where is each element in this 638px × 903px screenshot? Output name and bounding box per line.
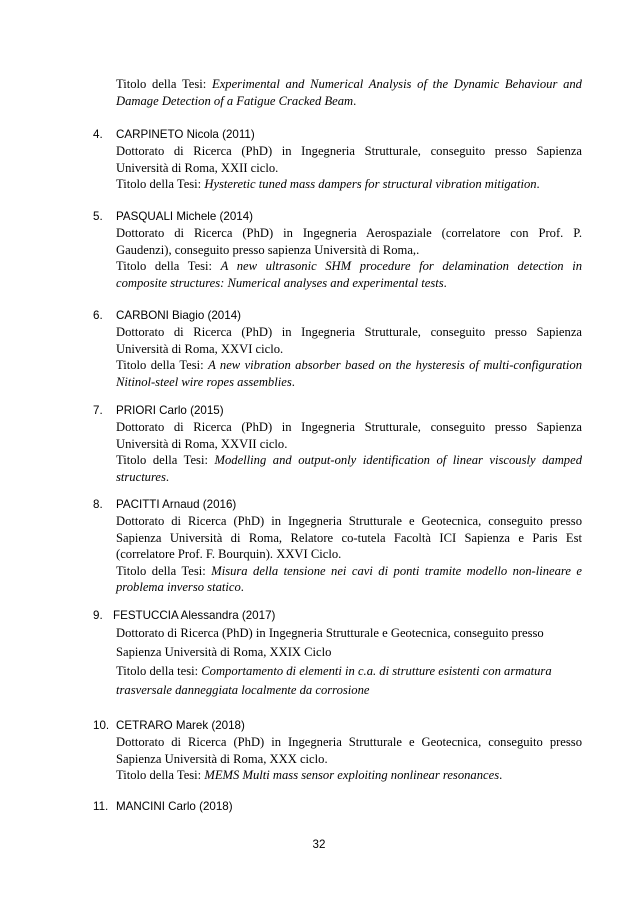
entry-body [116, 324, 582, 390]
intro-line-2 [116, 93, 582, 110]
intro-title-1: Experimental and Numerical Analysis of the Dynamic Behaviour and [212, 77, 582, 91]
thesis-prefix: Titolo della Tesi: [116, 177, 205, 192]
entry-thesis [116, 176, 582, 193]
thesis-prefix: Titolo della Tesi: [116, 453, 215, 468]
entry-head [93, 718, 583, 734]
entry-thesis-1 [116, 357, 582, 374]
intro-thesis [116, 76, 582, 110]
entry-10 [93, 718, 583, 784]
entry-thesis [116, 767, 582, 784]
entry-desc-2: Università di Roma, XXII ciclo. [116, 160, 279, 175]
entry-desc-2: Università di Roma, XXVII ciclo. [116, 436, 288, 451]
thesis-title: MEMS Multi mass sensor exploiting nonlinear resonances [204, 768, 500, 783]
thesis-prefix: Titolo della Tesi: [116, 358, 209, 373]
entry-name: PASQUALI Michele (2014) [116, 210, 254, 223]
entry-body [116, 143, 582, 193]
intro-prefix: Titolo della Tesi: [116, 77, 212, 91]
entry-name: CARBONI Biagio (2014) [116, 309, 242, 322]
thesis-title-1: Modelling and output-only identification of linear viscously damped [214, 453, 582, 468]
thesis-suffix: . [165, 469, 170, 484]
entry-number: 9. [93, 609, 103, 622]
entry-desc-2: Università di Roma, XXVI ciclo. [116, 341, 284, 356]
entry-thesis-2 [116, 579, 582, 596]
entry-body [116, 734, 582, 784]
thesis-title-2: Nitinol-steel wire ropes assemblies [116, 374, 292, 389]
entry-number: 8. [93, 498, 103, 511]
entry-desc-1: Dottorato di Ricerca (PhD) in Ingegneria Strutturale e Geotecnica, conseguito presso [116, 626, 544, 640]
entry-name: CETRARO Marek (2018) [116, 719, 245, 732]
entry-number: 11. [93, 800, 109, 813]
intro-suffix: . [353, 94, 357, 108]
thesis-title-1: Comportamento di elementi in c.a. di strutture esistenti con armatura [201, 664, 552, 678]
thesis-prefix: Titolo della Tesi: [116, 768, 205, 783]
entry-desc-2: Sapienza Università di Roma, XXX ciclo. [116, 751, 328, 766]
entry-thesis-2 [116, 681, 582, 700]
entry-9 [93, 608, 583, 700]
entry-desc-1: Dottorato di Ricerca (PhD) in Ingegneria Strutturale, conseguito presso Sapienza [116, 325, 582, 339]
entry-name: CARPINETO Nicola (2011) [116, 128, 255, 141]
thesis-suffix: . [536, 177, 540, 192]
entry-thesis-1 [116, 563, 582, 580]
entry-head [93, 608, 583, 624]
entry-desc-2: Sapienza Università di Roma, Relatore co-tutela Facoltà ICI Sapienza e Paris Est [116, 530, 582, 545]
entry-thesis-1 [116, 452, 582, 469]
entry-desc-1: Dottorato di Ricerca (PhD) in Ingegneria Aerospaziale (correlatore con Prof. P. [116, 226, 582, 240]
thesis-title-2: trasversale danneggiata localmente da corrosione [116, 683, 370, 697]
entry-8 [93, 497, 583, 596]
entry-head [93, 497, 583, 513]
entry-thesis-1 [116, 258, 582, 275]
entry-body [116, 419, 582, 485]
intro-line-1 [116, 76, 582, 93]
entry-name: PACITTI Arnaud (2016) [116, 498, 237, 511]
thesis-prefix: Titolo della tesi: [116, 664, 202, 678]
entry-body [116, 513, 582, 596]
thesis-suffix: . [291, 374, 295, 389]
entry-head [93, 127, 583, 143]
entry-desc-1: Dottorato di Ricerca (PhD) in Ingegneria Strutturale, conseguito presso Sapienza [116, 420, 582, 434]
entry-name: MANCINI Carlo (2018) [116, 800, 233, 813]
entry-7 [93, 403, 583, 485]
entry-desc-3: (correlatore Prof. F. Bourquin). XXVI Ciclo. [116, 547, 342, 562]
entry-name: PRIORI Carlo (2015) [116, 404, 224, 417]
entry-number: 4. [93, 128, 103, 141]
thesis-suffix: . [240, 580, 244, 595]
entry-number: 5. [93, 210, 103, 223]
entry-thesis-2 [116, 275, 582, 292]
thesis-title-2: problema inverso statico [116, 580, 241, 595]
entry-number: 10. [93, 719, 110, 732]
entry-desc-1: Dottorato di Ricerca (PhD) in Ingegneria Strutturale, conseguito presso Sapienza [116, 144, 582, 158]
entry-desc-2: Gaudenzi), conseguito presso sapienza Università di Roma,. [116, 242, 420, 257]
entry-head [93, 799, 583, 815]
entry-desc-2: Sapienza Università di Roma, XXIX Ciclo [116, 645, 332, 659]
entry-body [116, 225, 582, 291]
thesis-title-1: A new ultrasonic SHM procedure for delamination detection in [220, 259, 582, 274]
page-number: 32 [312, 838, 326, 851]
entry-body [116, 624, 582, 700]
thesis-title-1: Misura della tensione nei cavi di ponti tramite modello non-lineare e [211, 563, 582, 578]
thesis-title: Hysteretic tuned mass dampers for structural vibration mitigation [204, 177, 537, 192]
thesis-suffix: . [443, 275, 447, 290]
entry-4 [93, 127, 583, 193]
intro-title-2: Damage Detection of a Fatigue Cracked Beam [116, 94, 354, 108]
entry-head [93, 209, 583, 225]
entry-desc-1: Dottorato di Ricerca (PhD) in Ingegneria Strutturale e Geotecnica, conseguito presso [116, 514, 582, 528]
entry-5 [93, 209, 583, 291]
entry-thesis-2 [116, 469, 582, 486]
thesis-title-1: A new vibration absorber based on the hysteresis of multi-configuration [208, 358, 582, 373]
thesis-prefix: Titolo della Tesi: [116, 259, 221, 274]
entry-thesis-2 [116, 374, 582, 391]
entry-head [93, 403, 583, 419]
entry-name: FESTUCCIA Alessandra (2017) [113, 609, 276, 622]
thesis-prefix: Titolo della Tesi: [116, 563, 212, 578]
entry-head [93, 308, 583, 324]
thesis-suffix: . [499, 768, 503, 783]
entry-11 [93, 799, 583, 815]
entry-thesis-1 [116, 662, 582, 681]
entry-number: 6. [93, 309, 103, 322]
entry-number: 7. [93, 404, 103, 417]
thesis-title-2: structures [116, 469, 166, 484]
entry-6 [93, 308, 583, 390]
entry-desc-1: Dottorato di Ricerca (PhD) in Ingegneria Strutturale e Geotecnica, conseguito presso [116, 735, 582, 749]
thesis-title-2: composite structures: Numerical analyses and experimental tests [116, 275, 444, 290]
